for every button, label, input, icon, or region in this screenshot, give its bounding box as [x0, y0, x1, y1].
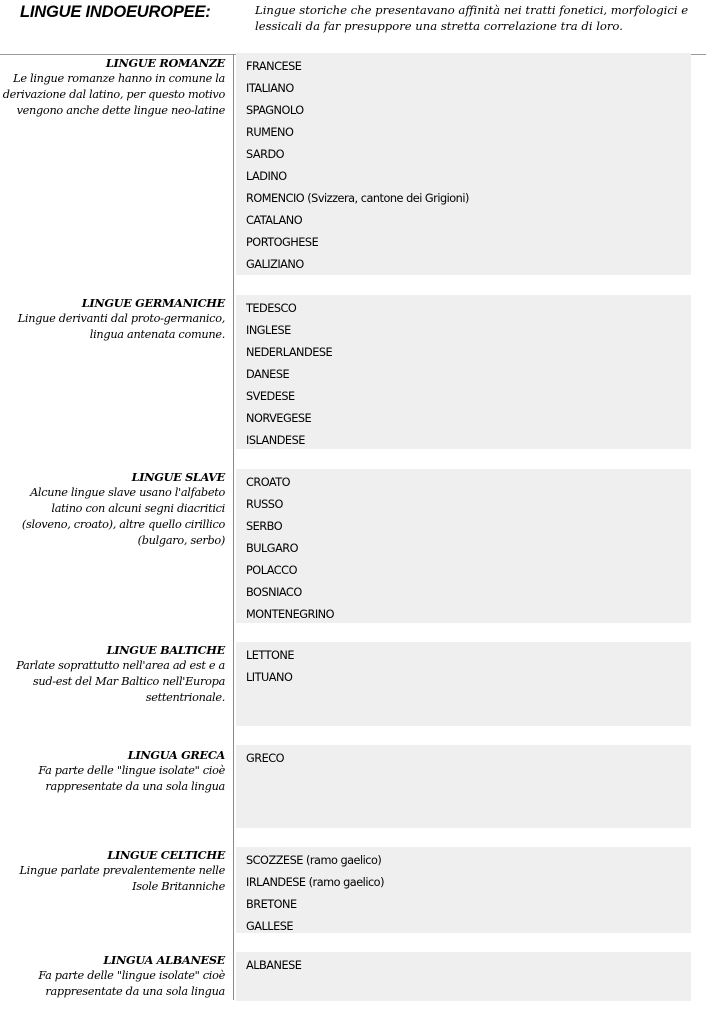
- language-item: RUMENO: [246, 126, 294, 139]
- section-description: Fa parte delle "lingue isolate" cioè rappresentate da una sola lingua: [38, 969, 225, 998]
- language-item: INGLESE: [246, 324, 291, 337]
- page-description: Lingue storiche che presentavano affinità nei tratti fonetici, morfologici e lessicali da far presuppore una stretta correlazione tra di loro.: [255, 3, 689, 33]
- language-list: [236, 952, 691, 1001]
- language-list: [236, 53, 691, 275]
- language-item: LITUANO: [246, 671, 293, 684]
- language-item: TEDESCO: [246, 302, 297, 315]
- language-item: GALIZIANO: [246, 258, 304, 271]
- language-item: ROMENCIO (Svizzera, cantone dei Grigioni): [246, 192, 469, 205]
- section-title: LINGUE GERMANICHE: [81, 296, 225, 310]
- section-info: [0, 950, 225, 1000]
- language-list: [236, 642, 691, 726]
- language-item: IRLANDESE (ramo gaelico): [246, 876, 384, 889]
- section-info: [0, 467, 225, 549]
- language-item: DANESE: [246, 368, 290, 381]
- section-description: Alcune lingue slave usano l'alfabeto latino con alcuni segni diacritici (sloveno, croato), altre quello cirillico (bulgaro, serbo): [21, 486, 225, 547]
- language-item: PORTOGHESE: [246, 236, 319, 249]
- language-item: SCOZZESE (ramo gaelico): [246, 854, 382, 867]
- language-item: NEDERLANDESE: [246, 346, 333, 359]
- language-list: [236, 295, 691, 449]
- section-title: LINGUE SLAVE: [131, 470, 225, 484]
- section-info: [0, 640, 225, 706]
- language-list: [236, 847, 691, 933]
- section-info: [0, 293, 225, 343]
- language-item: BRETONE: [246, 898, 297, 911]
- section-info: [0, 53, 225, 119]
- section-title: LINGUE CELTICHE: [107, 848, 225, 862]
- column-divider: [233, 54, 234, 1000]
- language-item: CATALANO: [246, 214, 303, 227]
- language-item: RUSSO: [246, 498, 283, 511]
- section-info: [0, 845, 225, 895]
- language-item: FRANCESE: [246, 60, 302, 73]
- language-list: [236, 745, 691, 828]
- page-header: [0, 0, 706, 55]
- section-description: Fa parte delle "lingue isolate" cioè rappresentate da una sola lingua: [38, 764, 225, 793]
- language-item: SARDO: [246, 148, 285, 161]
- language-item: SERBO: [246, 520, 283, 533]
- section-title: LINGUE BALTICHE: [106, 643, 225, 657]
- page-title: LINGUE INDOEUROPEE:: [20, 3, 211, 21]
- language-item: LADINO: [246, 170, 287, 183]
- section-info: [0, 745, 225, 795]
- language-item: GRECO: [246, 752, 285, 765]
- section-description: Lingue parlate prevalentemente nelle Isole Britanniche: [19, 864, 225, 893]
- section-title: LINGUE ROMANZE: [105, 56, 225, 70]
- language-item: NORVEGESE: [246, 412, 312, 425]
- language-item: POLACCO: [246, 564, 297, 577]
- language-item: BOSNIACO: [246, 586, 302, 599]
- language-item: ALBANESE: [246, 959, 302, 972]
- language-item: MONTENEGRINO: [246, 608, 334, 621]
- section-description: Lingue derivanti dal proto-germanico, lingua antenata comune.: [17, 312, 225, 341]
- language-item: SPAGNOLO: [246, 104, 304, 117]
- section-description: Le lingue romanze hanno in comune la derivazione dal latino, per questo motivo vengono anche dette lingue neo-latine: [2, 72, 225, 117]
- language-item: CROATO: [246, 476, 291, 489]
- language-item: ITALIANO: [246, 82, 294, 95]
- section-description: Parlate soprattutto nell'area ad est e a sud-est del Mar Baltico nell'Europa settentrionale.: [16, 659, 225, 704]
- language-item: GALLESE: [246, 920, 294, 933]
- language-item: SVEDESE: [246, 390, 295, 403]
- language-item: BULGARO: [246, 542, 299, 555]
- language-item: ISLANDESE: [246, 434, 305, 447]
- section-title: LINGUA GRECA: [127, 748, 225, 762]
- language-list: [236, 469, 691, 623]
- section-title: LINGUA ALBANESE: [103, 953, 225, 967]
- language-item: LETTONE: [246, 649, 295, 662]
